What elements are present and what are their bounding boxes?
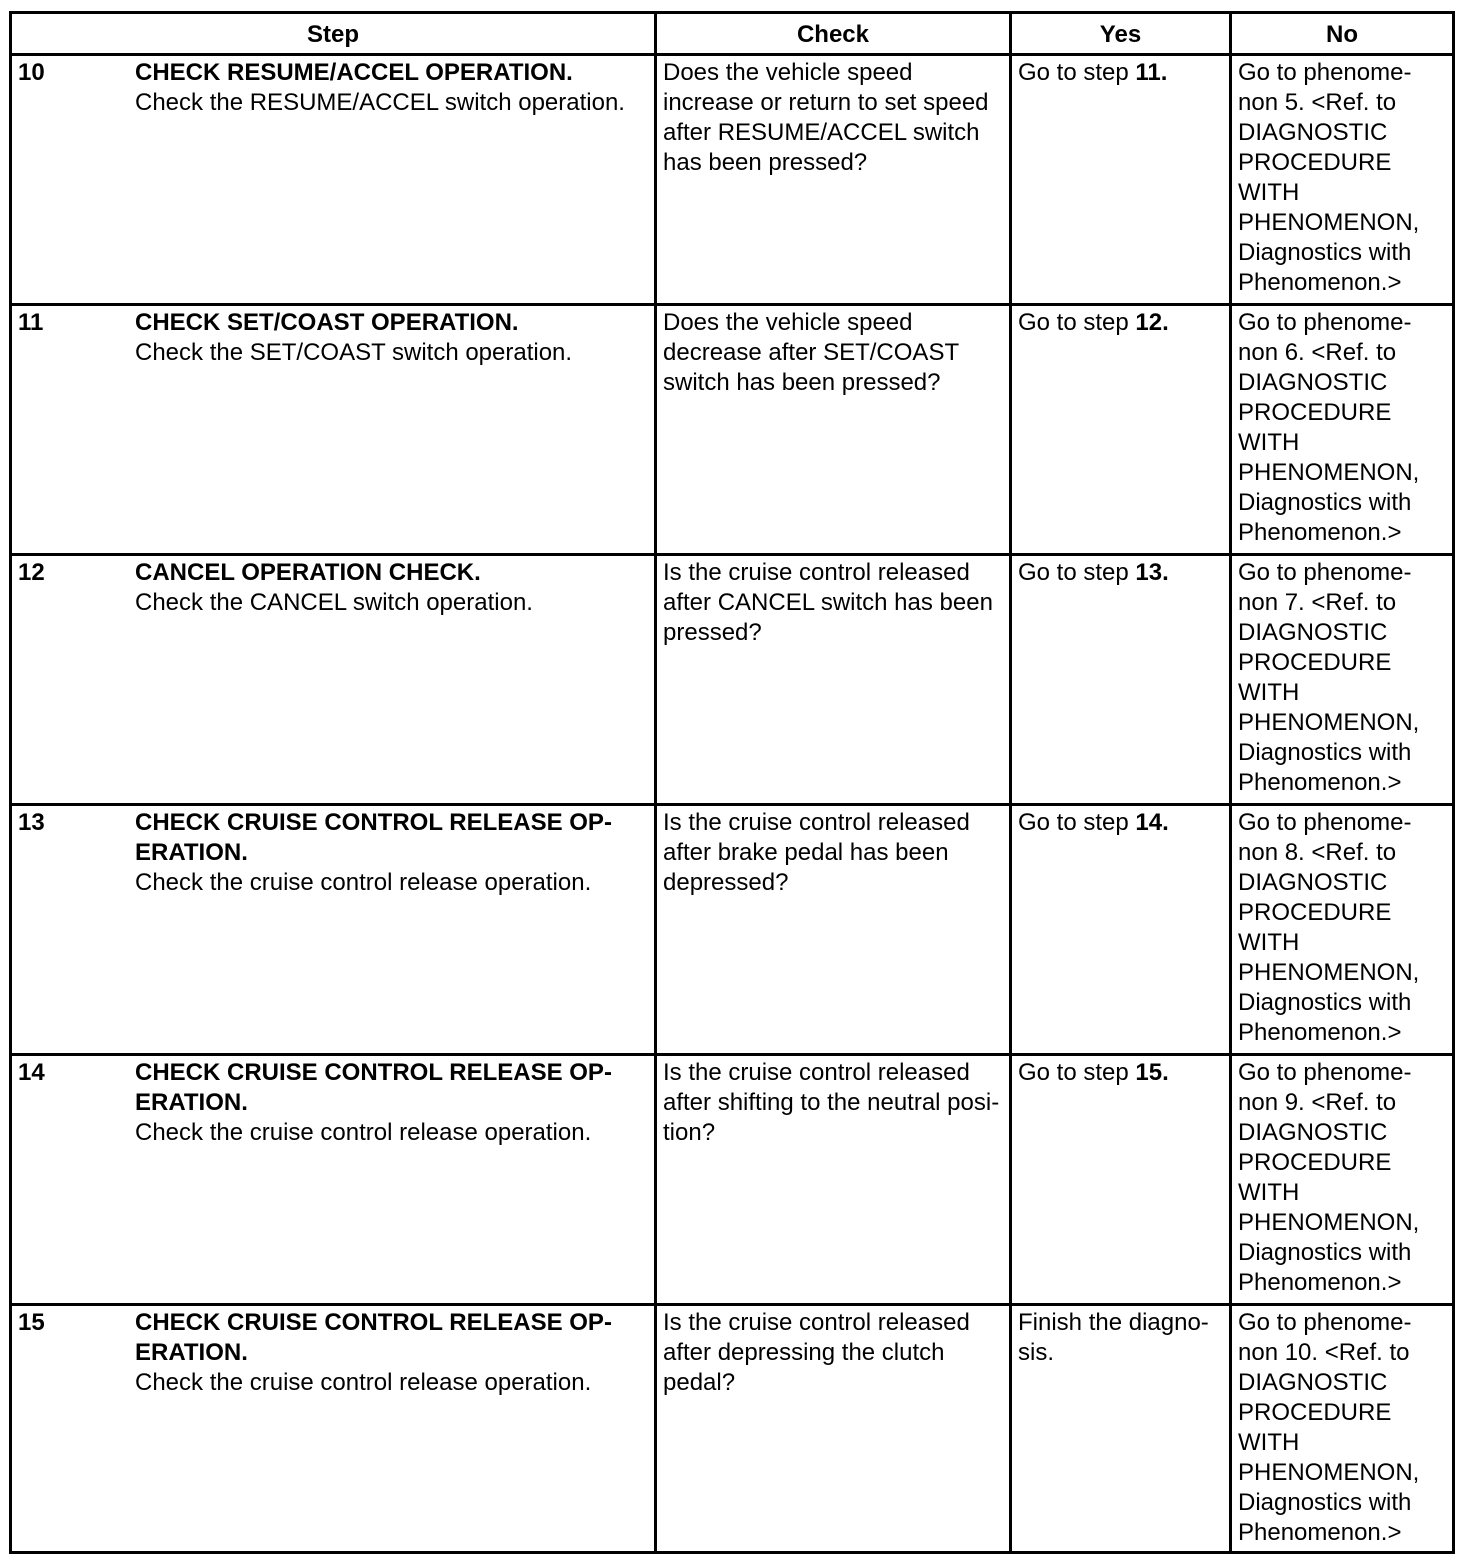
no-cell (1231, 1055, 1454, 1305)
no-line: WITH (1238, 179, 1300, 206)
no-line: WITH (1238, 1429, 1300, 1456)
step-number: 15 (18, 1309, 45, 1336)
no-line: PROCEDURE (1238, 899, 1392, 926)
step-title: CANCEL OPERATION CHECK. (135, 559, 481, 586)
no-line: PHENOMENON, (1238, 209, 1420, 236)
yes-step-link: 11. (1135, 59, 1168, 86)
check-cell (656, 1305, 1011, 1553)
no-line: Go to phenome- (1238, 59, 1412, 86)
step-number: 10 (18, 59, 45, 86)
step-title: CHECK CRUISE CONTROL RELEASE OP- ERATION. (135, 1059, 612, 1116)
yes-cell (1011, 805, 1231, 1055)
step-cell (11, 805, 656, 1055)
yes-step-link: 14. (1135, 809, 1169, 836)
no-line: PHENOMENON, (1238, 459, 1420, 486)
no-line: PROCEDURE (1238, 1149, 1392, 1176)
no-line: WITH (1238, 679, 1300, 706)
yes-text: Go to step (1018, 809, 1136, 836)
step-cell (11, 1305, 656, 1553)
check-text: Is the cruise control released after brake pedal has been depressed? (663, 809, 970, 896)
no-cell (1231, 555, 1454, 805)
step-cell (11, 305, 656, 555)
table-row (11, 1055, 1454, 1305)
step-description: Check the RESUME/ACCEL switch operation. (135, 89, 625, 116)
no-line: Go to phenome- (1238, 309, 1412, 336)
no-line: DIAGNOSTIC (1238, 369, 1388, 396)
no-line: Diagnostics with (1238, 1239, 1412, 1266)
check-text: Does the vehicle speed decrease after SET/COAST switch has been pressed? (663, 309, 959, 396)
yes-step-link: 15. (1135, 1059, 1169, 1086)
yes-cell (1011, 1055, 1231, 1305)
no-line: PROCEDURE (1238, 1399, 1392, 1426)
header-step: Step (11, 13, 656, 55)
check-text: Is the cruise control released after CANCEL switch has been pressed? (663, 559, 993, 646)
check-text: Does the vehicle speed increase or return to set speed after RESUME/ACCEL switch has been pressed? (663, 59, 989, 176)
no-line: non 5. <Ref. to (1238, 89, 1397, 116)
no-line: PROCEDURE (1238, 649, 1392, 676)
no-line: DIAGNOSTIC (1238, 1369, 1388, 1396)
check-text: Is the cruise control released after shifting to the neutral posi- tion? (663, 1059, 1000, 1146)
no-line: Go to phenome- (1238, 1059, 1412, 1086)
no-line: non 9. <Ref. to (1238, 1089, 1397, 1116)
no-line: Diagnostics with (1238, 489, 1412, 516)
no-line: Go to phenome- (1238, 809, 1412, 836)
table-row (11, 55, 1454, 305)
no-line: non 7. <Ref. to (1238, 589, 1397, 616)
no-line: Diagnostics with (1238, 239, 1412, 266)
no-cell (1231, 55, 1454, 305)
yes-text: Go to step (1018, 1059, 1136, 1086)
check-cell (656, 1055, 1011, 1305)
yes-text: Go to step (1018, 559, 1136, 586)
step-cell (11, 555, 656, 805)
yes-cell (1011, 305, 1231, 555)
no-cell (1231, 805, 1454, 1055)
step-description: Check the CANCEL switch operation. (135, 589, 533, 616)
step-number: 13 (18, 809, 45, 836)
no-line: Phenomenon.> (1238, 769, 1402, 796)
no-line: Diagnostics with (1238, 739, 1412, 766)
no-line: DIAGNOSTIC (1238, 619, 1388, 646)
no-line: PROCEDURE (1238, 149, 1392, 176)
step-description: Check the cruise control release operation. (135, 869, 592, 896)
no-cell (1231, 1305, 1454, 1553)
step-number: 12 (18, 559, 45, 586)
table-row (11, 1305, 1454, 1553)
check-text: Is the cruise control released after depressing the clutch pedal? (663, 1309, 970, 1396)
no-line: DIAGNOSTIC (1238, 869, 1388, 896)
header-row (11, 13, 1454, 55)
diagnostic-table (9, 11, 1455, 1554)
no-line: PHENOMENON, (1238, 709, 1420, 736)
no-line: non 10. <Ref. to (1238, 1339, 1410, 1366)
no-line: Phenomenon.> (1238, 519, 1402, 546)
no-line: WITH (1238, 929, 1300, 956)
yes-text: Go to step (1018, 309, 1136, 336)
no-line: non 8. <Ref. to (1238, 839, 1397, 866)
no-line: Go to phenome- (1238, 559, 1412, 586)
check-cell (656, 305, 1011, 555)
no-line: non 6. <Ref. to (1238, 339, 1397, 366)
step-number: 14 (18, 1059, 45, 1086)
no-line: Diagnostics with (1238, 1489, 1412, 1516)
step-description: Check the cruise control release operation. (135, 1119, 592, 1146)
table-row (11, 805, 1454, 1055)
no-line: PHENOMENON, (1238, 959, 1420, 986)
no-line: DIAGNOSTIC (1238, 119, 1388, 146)
table-row (11, 305, 1454, 555)
step-number: 11 (18, 309, 44, 336)
yes-cell (1011, 555, 1231, 805)
no-line: Diagnostics with (1238, 989, 1412, 1016)
no-line: PROCEDURE (1238, 399, 1392, 426)
header-check: Check (656, 13, 1011, 55)
check-cell (656, 55, 1011, 305)
no-line: PHENOMENON, (1238, 1209, 1420, 1236)
no-line: DIAGNOSTIC (1238, 1119, 1388, 1146)
yes-step-link: 12. (1135, 309, 1169, 336)
table-row (11, 555, 1454, 805)
header-no: No (1231, 13, 1454, 55)
no-line: Phenomenon.> (1238, 269, 1402, 296)
step-title: CHECK CRUISE CONTROL RELEASE OP- ERATION. (135, 1309, 612, 1366)
no-line: Phenomenon.> (1238, 1019, 1402, 1046)
yes-text: Go to step (1018, 59, 1136, 86)
no-line: Phenomenon.> (1238, 1269, 1402, 1296)
step-title: CHECK SET/COAST OPERATION. (135, 309, 519, 336)
step-description: Check the SET/COAST switch operation. (135, 339, 573, 366)
no-cell (1231, 305, 1454, 555)
no-line: Go to phenome- (1238, 1309, 1412, 1336)
yes-cell (1011, 55, 1231, 305)
step-cell (11, 1055, 656, 1305)
step-title: CHECK RESUME/ACCEL OPERATION. (135, 59, 573, 86)
no-line: Phenomenon.> (1238, 1519, 1402, 1546)
step-title: CHECK CRUISE CONTROL RELEASE OP- ERATION. (135, 809, 612, 866)
no-line: WITH (1238, 1179, 1300, 1206)
check-cell (656, 555, 1011, 805)
yes-text: Finish the diagno- sis. (1018, 1309, 1209, 1366)
step-description: Check the cruise control release operation. (135, 1369, 592, 1396)
no-line: PHENOMENON, (1238, 1459, 1420, 1486)
no-line: WITH (1238, 429, 1300, 456)
step-cell (11, 55, 656, 305)
yes-cell (1011, 1305, 1231, 1553)
check-cell (656, 805, 1011, 1055)
yes-step-link: 13. (1135, 559, 1169, 586)
header-yes: Yes (1011, 13, 1231, 55)
